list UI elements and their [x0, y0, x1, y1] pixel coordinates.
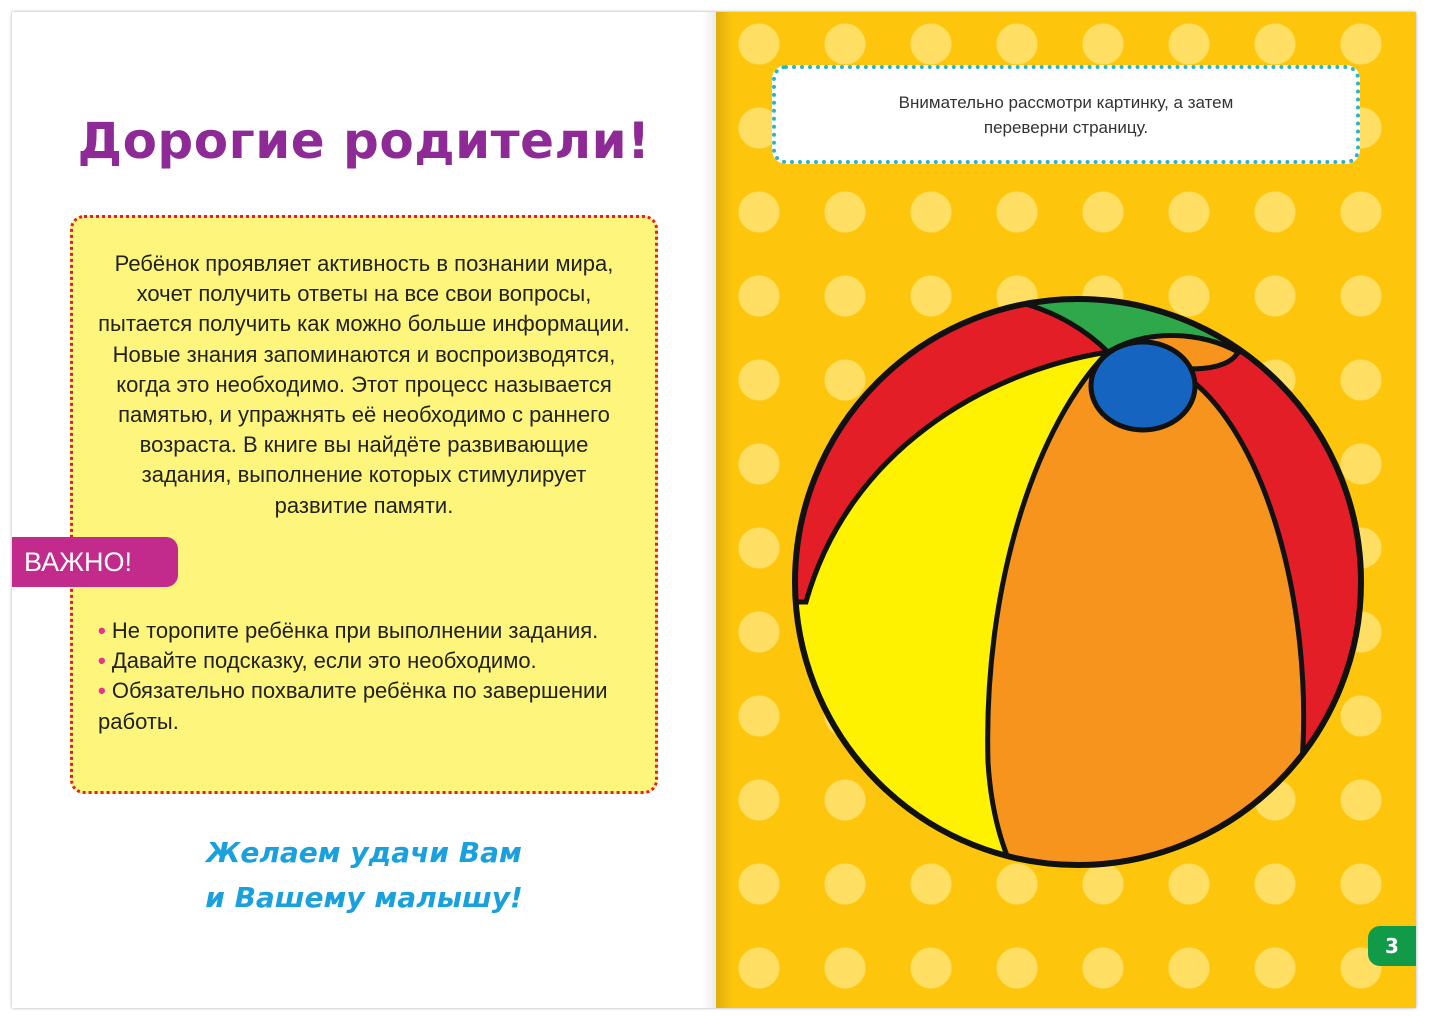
bullet-icon: • [98, 648, 106, 674]
bullet-icon: • [98, 618, 106, 643]
tip-text: Не торопите ребёнка при выполнении задания. [111, 618, 599, 643]
important-badge: ВАЖНО! [12, 537, 178, 587]
instruction-text: Внимательно рассмотри картинку, а затем переверни страницу. [898, 92, 1234, 137]
page-number: 3 [1368, 926, 1416, 966]
wish-line: Желаем удачи Вам [206, 836, 522, 869]
book-spread [12, 12, 1416, 1008]
page-title: Дорогие родители! [77, 112, 651, 170]
wish-line: и Вашему малышу! [205, 881, 523, 914]
bullet-icon: • [98, 678, 106, 704]
tip-text: Обязательно похвалите ребёнка по завершении работы. [98, 678, 608, 734]
info-box [70, 215, 658, 794]
tip-item [98, 646, 618, 676]
tip-item [98, 676, 618, 736]
ball-cap [1091, 342, 1195, 430]
beach-ball-illustration [788, 292, 1368, 872]
instruction-box [772, 65, 1360, 164]
tip-item [98, 616, 618, 646]
left-page [12, 12, 716, 1008]
wish-text [192, 830, 536, 920]
tip-text: Давайте подсказку, если это необходимо. [111, 648, 537, 674]
intro-text: Ребёнок проявляет активность в познании мира, хочет получить ответы на все свои вопросы, пытается получить как можно больше информации. Новые знания запоминаются и воспроизводятся, когда это необходимо. Этот процесс называется памятью, и упражнять её необходимо с раннего возраста. В книге вы найдёте развивающие задания, выполнение которых стимулирует развитие памяти. [98, 251, 630, 518]
right-page [716, 12, 1416, 1008]
tips-list [98, 616, 618, 737]
